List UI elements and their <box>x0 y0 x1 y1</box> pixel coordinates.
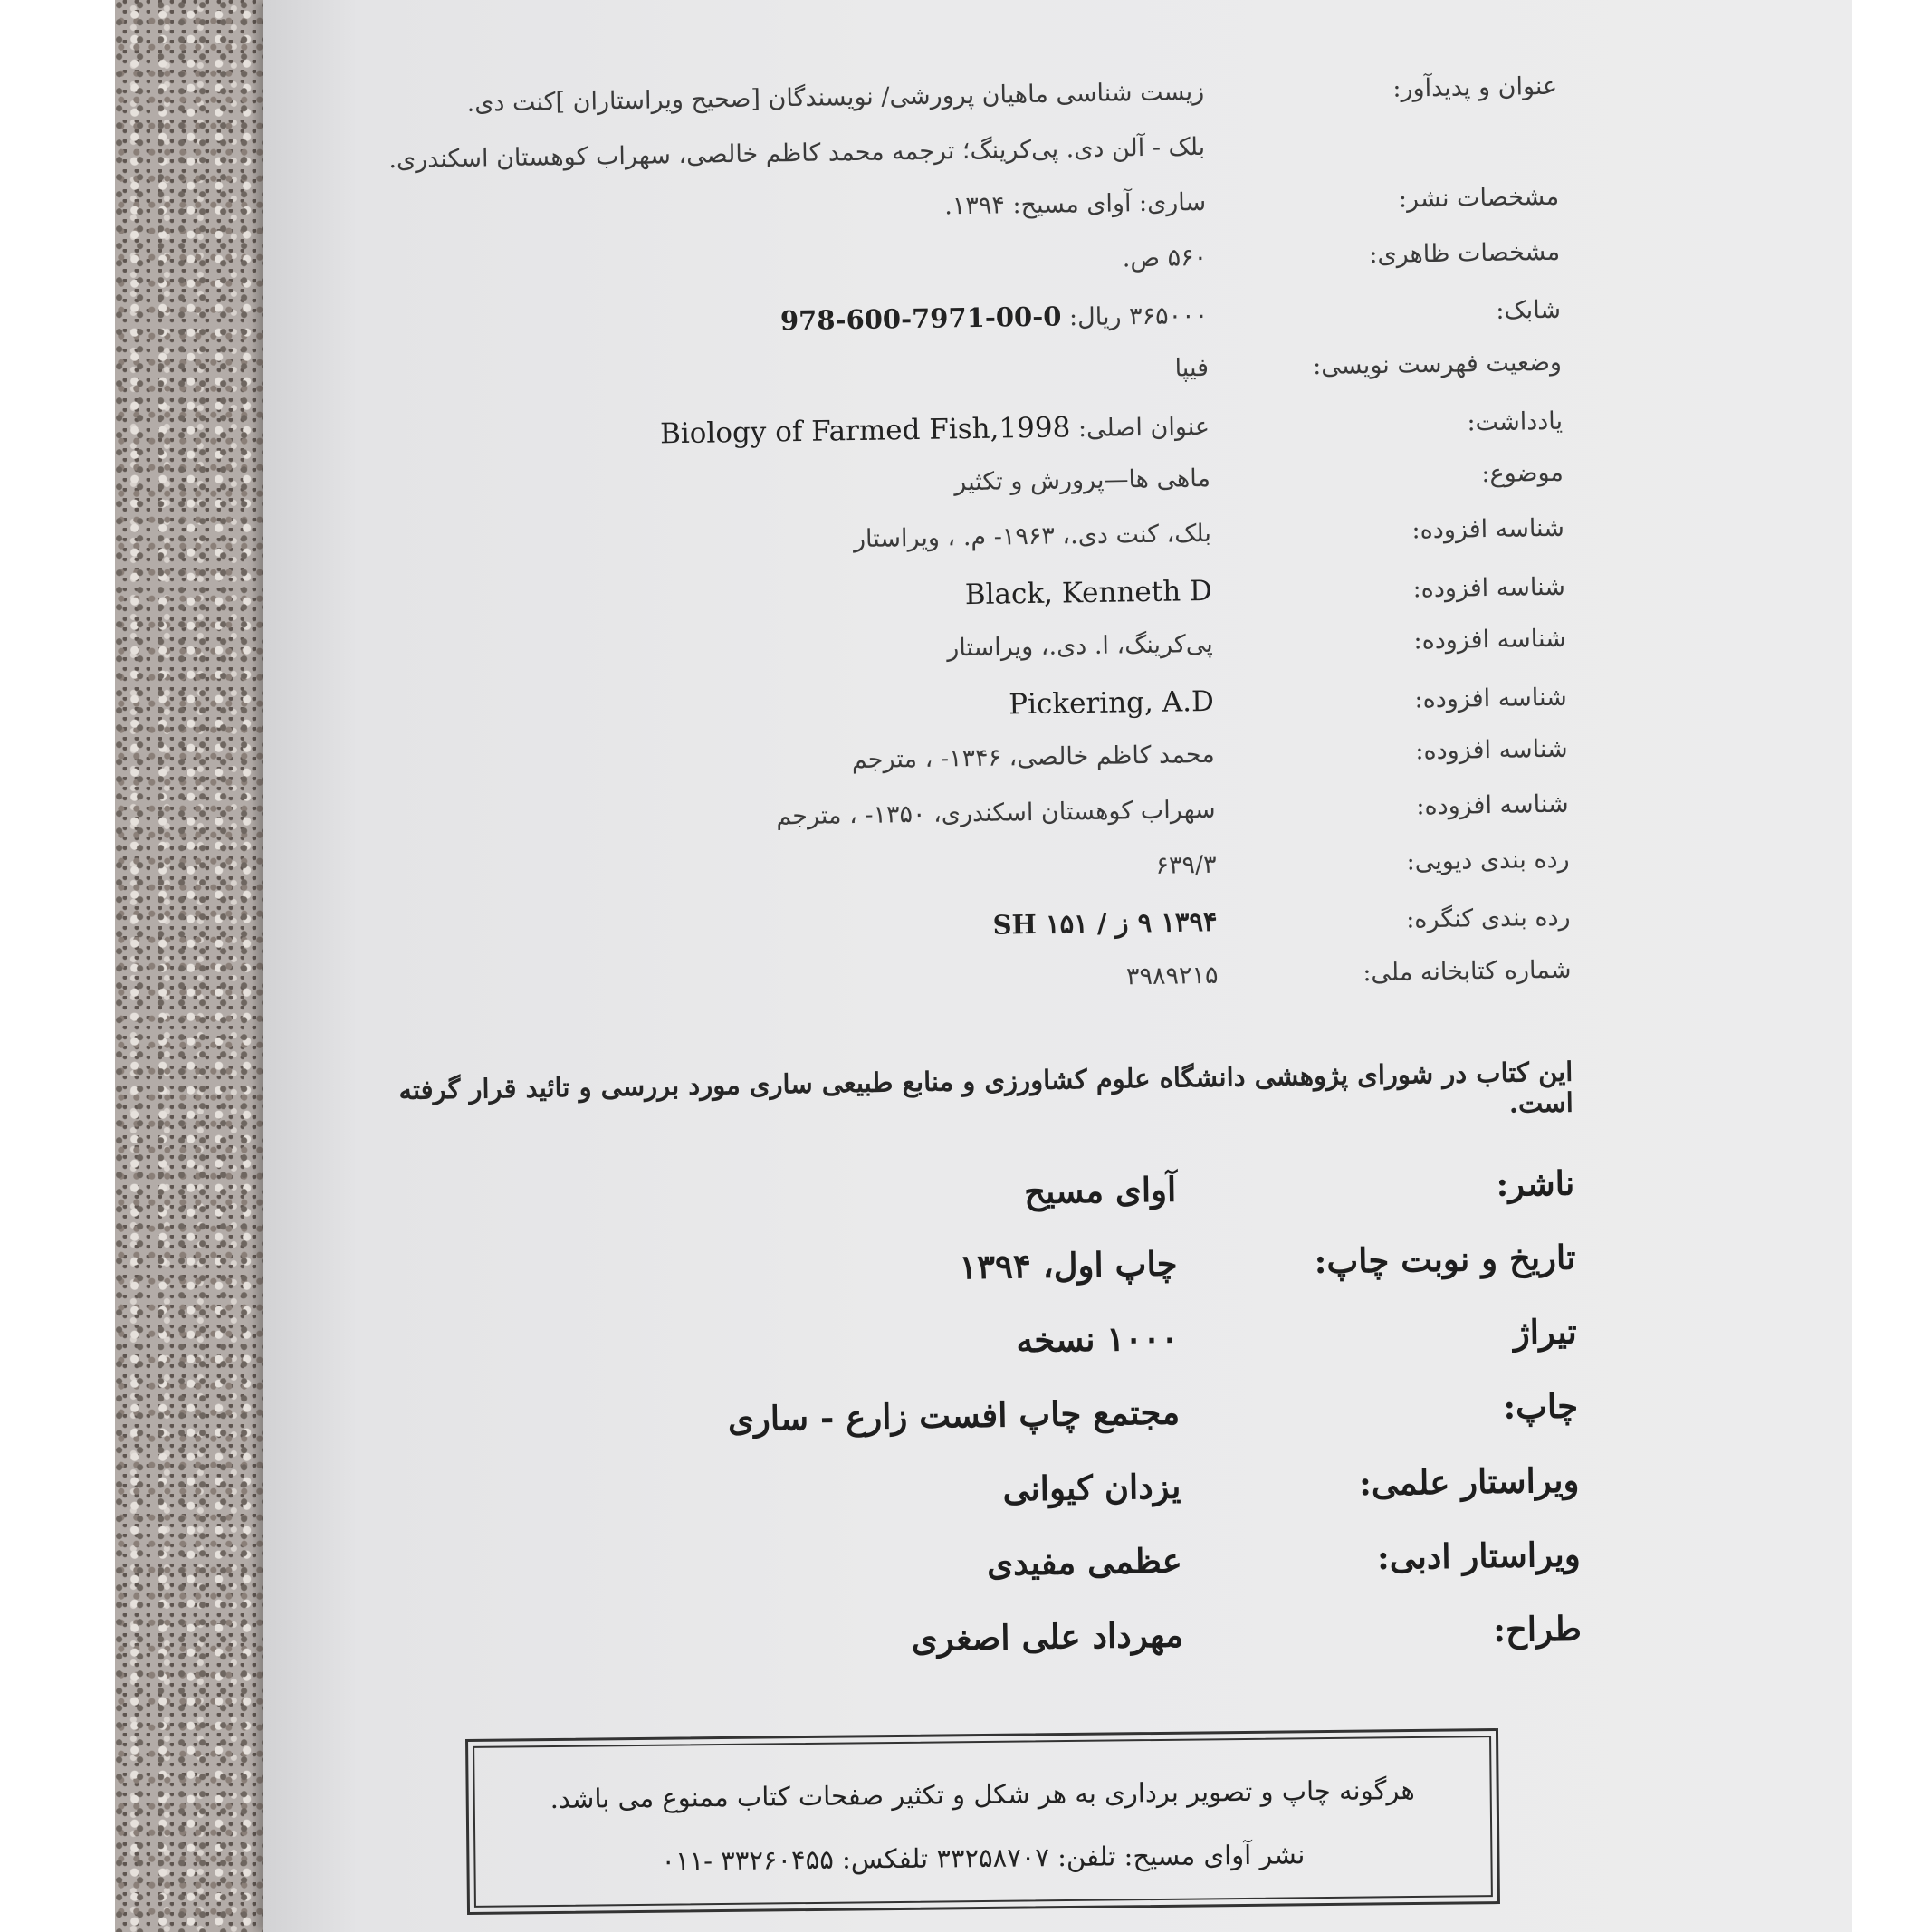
copyright-text: هرگونه چاپ و تصویر برداری به هر شکل و تکثیر صفحات کتاب ممنوع می باشد. <box>550 1774 1415 1815</box>
pub-value: مجتمع چاپ افست زارع - ساری <box>727 1392 1181 1439</box>
catalog-value: زیست شناسی ماهیان پرورشی/ نویسندگان [صحیح ویراستاران ]کنت دی. <box>466 77 1205 118</box>
catalog-label: وضعیت فهرست نویسی: <box>1312 348 1563 381</box>
catalog-label: مشخصات ظاهری: <box>1369 237 1561 270</box>
congress-number: ۱۳۹۴ ۹ ز / ۱۵۱ SH <box>992 905 1218 941</box>
pub-value: آوای مسیح <box>1023 1169 1177 1212</box>
catalog-label: شناسه افزوده: <box>1416 789 1569 821</box>
granite-background <box>115 0 278 1932</box>
catalog-label: شناسه افزوده: <box>1415 734 1568 766</box>
catalog-label: مشخصات نشر: <box>1398 182 1560 214</box>
notice-inner-border <box>473 1736 1493 1908</box>
pub-label: طراح: <box>1492 1608 1583 1650</box>
catalog-label: شابک: <box>1496 295 1562 325</box>
pub-label: ویراستار ادبی: <box>1376 1534 1581 1578</box>
pub-value: عظمی مفیدی <box>986 1540 1183 1583</box>
latin-name: Black, Kenneth D <box>964 574 1213 612</box>
catalog-value: ۶۳۹/۳ <box>1155 850 1217 880</box>
catalog-label <box>1205 149 1558 155</box>
price-text: ۳۶۵۰۰۰ ریال: <box>1068 301 1209 332</box>
catalog-label: یادداشت: <box>1467 406 1564 437</box>
catalog-label: شماره کتابخانه ملی: <box>1363 955 1572 988</box>
catalog-label: عنوان و پدیدآور: <box>1392 72 1558 103</box>
catalog-label: رده بندی کنگره: <box>1405 903 1571 934</box>
catalog-value: سهراب کوهستان اسکندری، ۱۳۵۰- ، مترجم <box>776 795 1216 831</box>
contact-text: نشر آوای مسیح: تلفن: ۳۳۲۵۸۷۰۷ تلفکس: ۳۳۲۶۰۴۵۵ -۰۱۱ <box>661 1839 1306 1877</box>
catalog-value: محمد کاظم خالصی، ۱۳۴۶- ، مترجم <box>851 740 1215 775</box>
catalog-label: شناسه افزوده: <box>1413 624 1566 655</box>
pub-value: چاپ اول، ۱۳۹۴ <box>959 1243 1178 1287</box>
pub-label: ناشر: <box>1496 1162 1575 1204</box>
catalog-label: شناسه افزوده: <box>1411 513 1565 545</box>
catalog-label: رده بندی دیویی: <box>1406 845 1570 876</box>
catalog-value: فیپا <box>1174 353 1210 383</box>
copyright-notice-box <box>465 1728 1500 1915</box>
isbn-number: 978-600-7971-00-0 <box>779 301 1062 337</box>
publication-section <box>397 1163 1583 1701</box>
catalog-value: ماهی ها—پرورش و تکثیر <box>953 464 1211 497</box>
catalog-value: پی‌کرینگ، ا. دی.، ویراستار <box>946 629 1214 663</box>
pub-value: مهرداد علی اصغری <box>911 1614 1184 1659</box>
pub-label: ویراستار علمی: <box>1358 1459 1580 1504</box>
pub-label: چاپ: <box>1503 1385 1579 1427</box>
pub-value: ۱۰۰۰ نسخه <box>1016 1317 1180 1361</box>
catalog-value: ۵۶۰ ص. <box>1122 243 1208 273</box>
approval-statement: این کتاب در شورای پژوهشی دانشگاه علوم کشاورزی و منابع طبیعی ساری مورد بررسی و تائید قرار گرفته است. <box>398 1056 1574 1119</box>
catalog-section <box>380 72 1586 1919</box>
pub-label: تیراژ <box>1513 1311 1578 1353</box>
catalog-value: بلک - آلن دی. پی‌کرینگ؛ ترجمه محمد کاظم خالصی، سهراب کوهستان اسکندری. <box>388 132 1206 175</box>
original-title-label: عنوان اصلی: <box>1077 412 1210 444</box>
original-title: Biology of Farmed Fish,1998 <box>659 411 1071 451</box>
pub-label: تاریخ و نوبت چاپ: <box>1314 1237 1576 1282</box>
pub-value: یزدان کیوانی <box>1002 1466 1181 1509</box>
catalog-label: شناسه افزوده: <box>1412 572 1566 604</box>
background-edge <box>1852 0 1932 1932</box>
catalog-label: شناسه افزوده: <box>1414 683 1568 714</box>
catalog-value: ساری: آوای مسیح: ۱۳۹۴. <box>944 187 1207 221</box>
catalog-value: بلک، کنت دی.، ۱۹۶۳- م. ، ویراستار <box>853 519 1212 554</box>
catalog-label: موضوع: <box>1481 458 1564 489</box>
catalog-value: ۳۹۸۹۲۱۵ <box>1125 961 1219 991</box>
latin-name: Pickering, A.D <box>1008 684 1215 722</box>
